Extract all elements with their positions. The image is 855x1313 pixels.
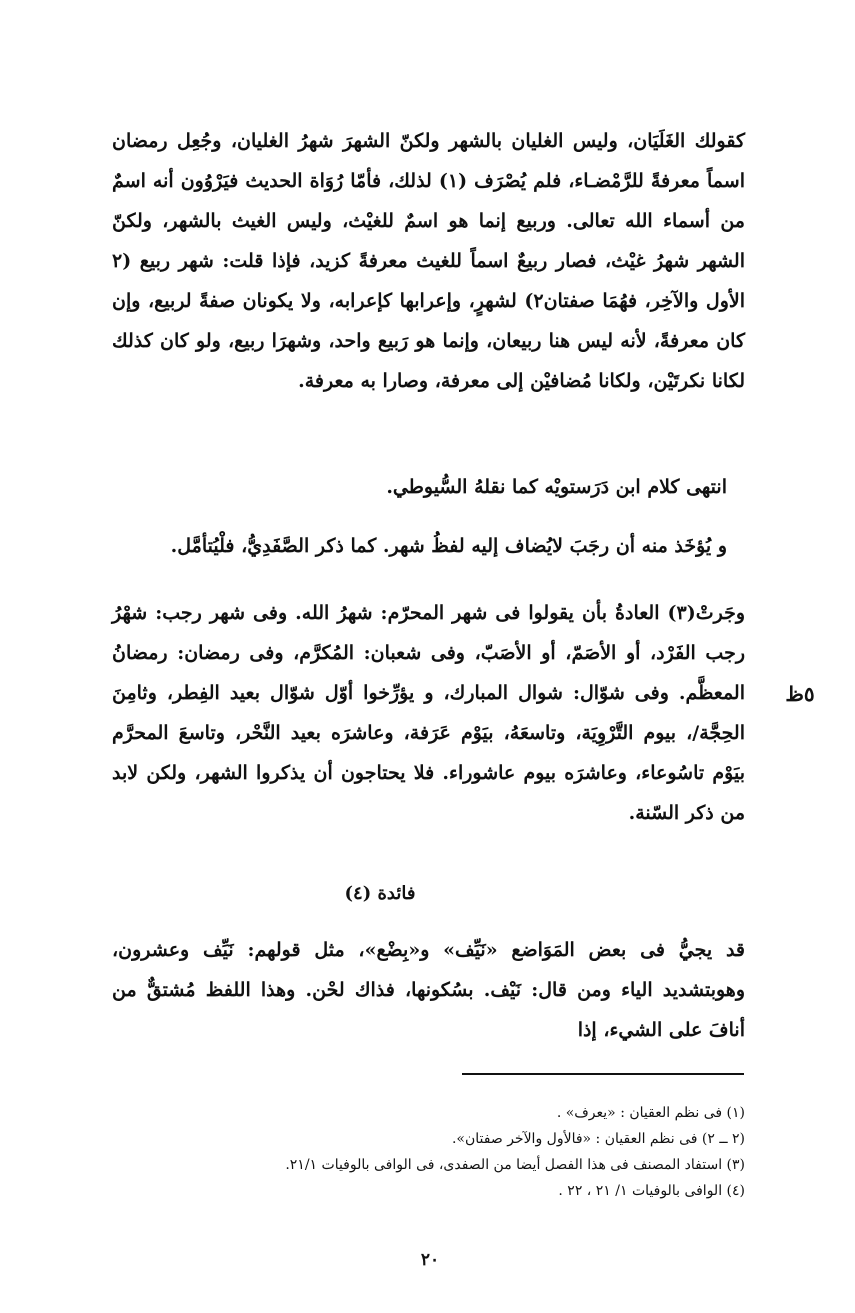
section-heading: فائدة (٤) [344, 883, 416, 904]
footnote: (٢ ــ ٢) فى نظم العقيان : «فالأول والآخر صفتان». [451, 1131, 745, 1147]
body-paragraph: وجَرتْ(٣) العادةُ بأن يقولوا فى شهر المحرّم: شهرُ الله. وفى شهر رجب: شهْرُ رجب الفَرْد، أو الأصَمّ، أو الأصَبّ، وفى شعبان: المُكرَّم، وفى رمضان: رمضانُ المعظَّم. وفى شوّال: شوال المبارك، و يؤرِّخوا أوّل شوّال بعيد الفِطر، وثامِنَ الحِجَّة/، بيوم التَّرْوِيَة، وتاسعَهُ، بيَوْم عَرَفة، وعاشرَه بعيد النَّحْر، وتاسعَ المحرَّم بيَوْم تاسُوعاء، وعاشرَه بيوم عاشوراء. فلا يحتاجون أن يذكروا الشهر، ولكن لابد من ذكر السّنة. [112, 602, 746, 824]
body-paragraph: كقولك الغَلَيَان، وليس الغليان بالشهر ولكنّ الشهرَ شهرُ الغليان، وجُعِل رمضان اسماً معرفةً للرَّمْضـاء، فلم يُصْرَف (١) لذلك، فأمّا رُوَاة الحديث فيَرْوُون أنه اسمٌ من أسماء الله تعالى. وربيع إنما هو اسمٌ للغيْث، وليس الغيث بالشهر، ولكنّ الشهر شهرُ غيْث، فصار ربيعٌ اسماً للغيث معرفةً كزيد، فإذا قلت: شهر ربيع (٢ الأول والآخِر، فهُمَا صفتان٢) لشهرٍ، وإعرابها كإعرابه، ولا يكونان صفةً لربيع، وإن كان معرفةً، لأنه ليس هنا ربيعان، وإنما هو رَبيع واحد، وشهرَا ربيع، ولو كان كذلك لكانا نكرتَيْن، ولكانا مُضافيْن إلى معرفة، وصارا به معرفة. [112, 130, 745, 392]
footnotes-list [200, 1100, 745, 1204]
footnote-divider [462, 1073, 744, 1075]
page-number: ٢٠ [420, 1250, 440, 1270]
manuscript-folio-marker: ٥ظ [785, 682, 815, 706]
footnote: (٤) الوافى بالوفيات ١/ ٢١ ، ٢٢ . [558, 1183, 745, 1199]
body-paragraph: و يُؤخَذ منه أن رجَبَ لايُضاف إليه لفظُ شهر. كما ذكر الصَّفَدِيُّ، فلْيُتأمَّل. [170, 535, 727, 557]
footnote: (١) فى نظم العقيان : «يعرف» . [556, 1105, 745, 1121]
footnote: (٣) استفاد المصنف فى هذا الفصل أيضا من الصفدى، فى الوافى بالوفيات ٢١/١. [285, 1157, 745, 1173]
body-paragraph: قد يجيُّ فى بعض المَوَاضع «نَيِّف» و«بِضْع»، مثل قولهم: نَيِّف وعشرون، وهوبتشديد الياء ومن قال: نَيْف. بسُكونها، فذاك لحْن. وهذا اللفظ مُشتقٌّ من أنافَ على الشيء، إذا [112, 939, 745, 1041]
body-paragraph: انتهى كلام ابن دَرَستويْه كما نقلهُ السُّيوطي. [386, 476, 727, 498]
